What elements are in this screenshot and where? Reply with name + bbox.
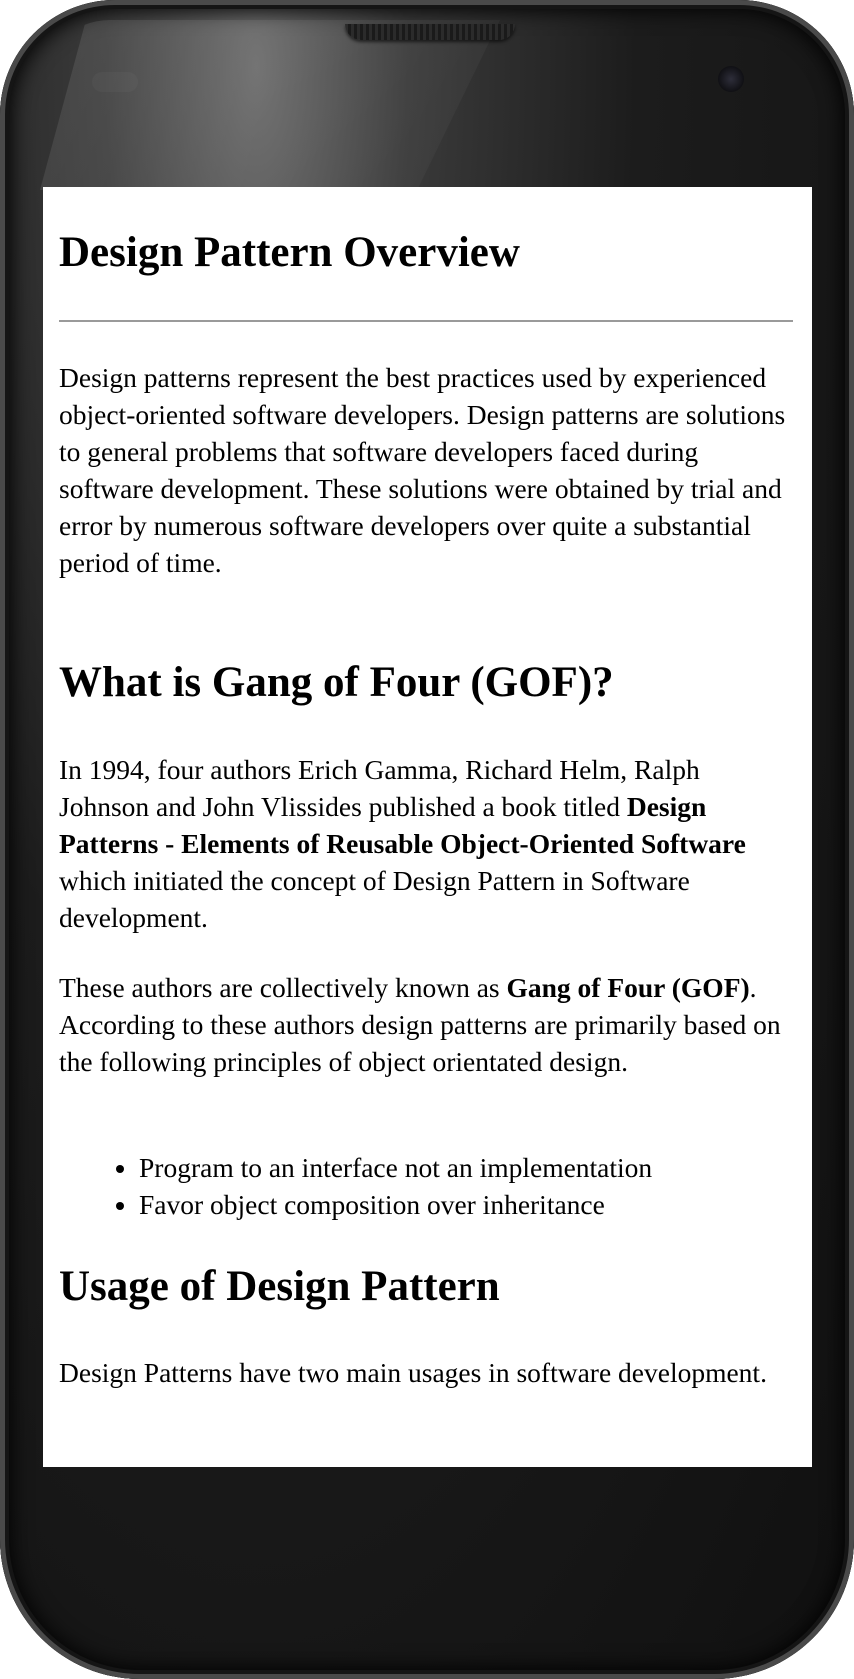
proximity-sensor xyxy=(92,72,138,92)
gof-paragraph-1 xyxy=(59,751,795,936)
gof-p1-text-before: In 1994, four authors Erich Gamma, Richard Helm, Ralph Johnson and John Vlissides published a book titled xyxy=(59,754,700,822)
usage-paragraph: Design Patterns have two main usages in software development. xyxy=(59,1357,767,1388)
usage-heading: Usage of Design Pattern xyxy=(59,1263,500,1310)
front-camera-icon xyxy=(718,66,744,92)
bezel-glare xyxy=(40,20,500,190)
phone-screen[interactable] xyxy=(43,187,812,1467)
gof-p2-text-before: These authors are collectively known as xyxy=(59,972,507,1003)
gof-paragraph-2 xyxy=(59,969,795,1080)
title-divider xyxy=(59,320,793,322)
page-title: Design Pattern Overview xyxy=(59,229,520,276)
book-title: Design Patterns - Elements of Reusable Object-Oriented Software xyxy=(59,791,746,859)
intro-paragraph: Design patterns represent the best practices used by experienced object-oriented software developers. Design patterns are solutions to general problems that software developers faced during software development. These solutions were obtained by trial and error by numerous software developers over quite a substantial period of time. xyxy=(59,362,786,578)
gof-p2-text-after: . According to these authors design patterns are primarily based on the following principles of object orientated design. xyxy=(59,972,781,1077)
earpiece-speaker xyxy=(345,24,515,40)
gof-p1-text-after: which initiated the concept of Design Pattern in Software development. xyxy=(59,865,690,933)
list-item: • Program to an interface not an implementation xyxy=(139,1149,795,1186)
list-item: • Favor object composition over inheritance xyxy=(139,1186,795,1223)
gof-heading: What is Gang of Four (GOF)? xyxy=(59,659,614,706)
principles-list xyxy=(59,1149,795,1223)
gof-term: Gang of Four (GOF) xyxy=(506,972,750,1003)
